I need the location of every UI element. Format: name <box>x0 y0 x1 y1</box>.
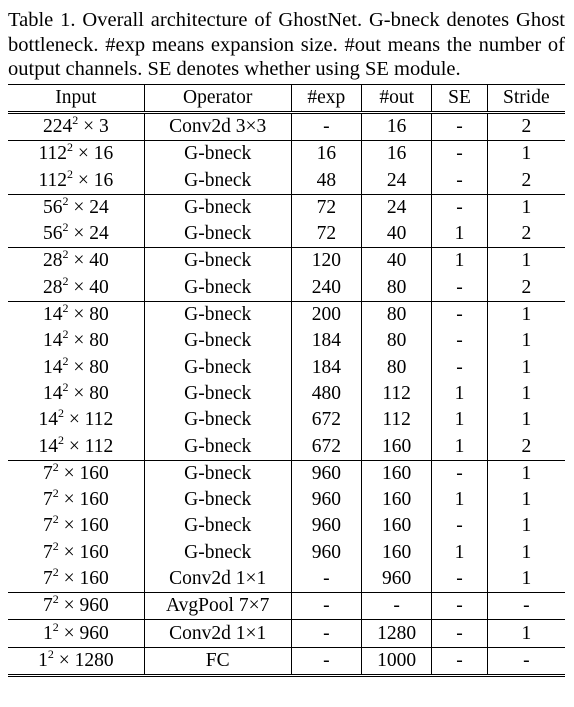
cell-input <box>8 141 144 168</box>
cell-exp: 960 <box>291 513 361 539</box>
cell-se: - <box>432 112 487 140</box>
cell-stride: - <box>487 593 565 620</box>
input-channels: × 112 <box>63 435 114 457</box>
cell-operator: G-bneck <box>144 460 291 487</box>
cell-stride: 1 <box>487 248 565 275</box>
input-channels: × 40 <box>68 250 109 272</box>
cell-se: - <box>432 141 487 168</box>
input-channels: × 24 <box>68 196 109 218</box>
header-se: SE <box>432 84 487 112</box>
cell-exp: 960 <box>291 540 361 566</box>
header-exp: #exp <box>291 84 361 112</box>
cell-input <box>8 513 144 539</box>
table-header-row <box>8 84 565 112</box>
input-exponent: 2 <box>52 459 59 474</box>
table-row <box>8 381 565 407</box>
cell-stride: 2 <box>521 276 532 298</box>
input-exponent: 2 <box>66 166 73 181</box>
cell-exp: 48 <box>291 167 361 194</box>
cell-input <box>8 275 144 302</box>
input-exponent: 2 <box>62 273 69 288</box>
input-base: 14 <box>42 356 63 378</box>
cell-input <box>8 248 144 275</box>
cell-input <box>8 566 144 593</box>
table-row <box>8 593 565 620</box>
input-base: 14 <box>42 304 63 326</box>
cell-se: 1 <box>432 221 487 248</box>
input-base: 1 <box>42 622 53 644</box>
input-channels: × 16 <box>72 143 114 165</box>
input-channels: × 160 <box>58 567 109 589</box>
cell-exp: 480 <box>291 381 361 407</box>
input-channels: × 16 <box>72 169 114 191</box>
input-base: 7 <box>42 462 53 484</box>
table-row <box>8 487 565 513</box>
cell-input <box>8 194 144 221</box>
cell-out: 160 <box>362 433 432 460</box>
header-stride: Stride <box>487 84 565 112</box>
table-row <box>8 513 565 539</box>
input-base: 14 <box>42 382 63 404</box>
cell-operator: G-bneck <box>144 141 291 168</box>
input-channels: × 160 <box>58 515 109 537</box>
input-exponent: 2 <box>62 193 69 208</box>
input-exponent: 2 <box>52 592 59 607</box>
input-base: 7 <box>42 515 53 537</box>
cell-operator: G-bneck <box>144 301 291 328</box>
cell-operator: Conv2d 1×1 <box>144 566 291 593</box>
cell-exp: - <box>291 112 361 140</box>
cell-out: 80 <box>362 328 432 354</box>
input-exponent: 2 <box>52 486 59 501</box>
input-base: 7 <box>42 567 53 589</box>
cell-out: 80 <box>362 354 432 380</box>
cell-stride: 2 <box>521 169 532 191</box>
input-channels: × 80 <box>68 304 109 326</box>
cell-exp: 960 <box>291 460 361 487</box>
cell-stride: 1 <box>521 567 532 589</box>
cell-operator: G-bneck <box>144 167 291 194</box>
cell-input <box>8 487 144 513</box>
cell-exp: 672 <box>291 407 361 433</box>
input-base: 1 <box>38 649 48 671</box>
cell-stride: 1 <box>487 301 565 328</box>
input-channels: × 24 <box>68 223 109 245</box>
input-base: 14 <box>38 409 58 431</box>
cell-out: 24 <box>362 167 432 194</box>
cell-out: 40 <box>362 248 432 275</box>
table-body <box>8 112 565 675</box>
cell-stride: 1 <box>521 541 532 563</box>
input-exponent: 2 <box>52 538 59 553</box>
cell-input <box>8 433 144 460</box>
cell-stride: 1 <box>521 330 532 352</box>
input-channels: × 160 <box>58 541 109 563</box>
table-row <box>8 540 565 566</box>
cell-operator: G-bneck <box>144 433 291 460</box>
cell-input <box>8 328 144 354</box>
cell-se: - <box>432 593 487 620</box>
cell-out: 160 <box>362 513 432 539</box>
cell-exp: 72 <box>291 221 361 248</box>
cell-out: 160 <box>362 487 432 513</box>
table-row <box>8 248 565 275</box>
input-exponent: 2 <box>62 353 69 368</box>
table-row <box>8 112 565 140</box>
cell-exp: 72 <box>291 194 361 221</box>
cell-operator: Conv2d 1×1 <box>144 620 291 647</box>
input-exponent: 2 <box>52 512 59 527</box>
table-row <box>8 301 565 328</box>
cell-stride: 2 <box>487 112 565 140</box>
table-row <box>8 328 565 354</box>
cell-exp: - <box>291 620 361 647</box>
cell-out: 80 <box>362 301 432 328</box>
cell-out: 160 <box>362 460 432 487</box>
input-channels: × 80 <box>68 356 109 378</box>
cell-se: - <box>432 460 487 487</box>
cell-out: 1280 <box>362 620 432 647</box>
cell-input <box>8 620 144 647</box>
cell-operator: G-bneck <box>144 407 291 433</box>
cell-se: - <box>432 275 487 302</box>
cell-out: 24 <box>362 194 432 221</box>
cell-exp: 120 <box>291 248 361 275</box>
input-base: 224 <box>42 115 73 137</box>
cell-se: 1 <box>432 540 487 566</box>
input-base: 56 <box>42 223 63 245</box>
cell-input <box>8 221 144 248</box>
cell-se: - <box>432 513 487 539</box>
cell-se: 1 <box>432 407 487 433</box>
table-row <box>8 221 565 248</box>
input-exponent: 2 <box>52 619 59 634</box>
header-input: Input <box>8 84 144 112</box>
cell-se: - <box>432 194 487 221</box>
table-row <box>8 275 565 302</box>
input-exponent: 2 <box>62 327 69 342</box>
table-row <box>8 433 565 460</box>
cell-out: 40 <box>362 221 432 248</box>
cell-operator: G-bneck <box>144 354 291 380</box>
input-channels: × 160 <box>58 462 109 484</box>
cell-stride: 1 <box>521 409 532 431</box>
cell-operator: G-bneck <box>144 275 291 302</box>
table-row <box>8 167 565 194</box>
input-exponent: 2 <box>57 406 64 421</box>
input-base: 7 <box>42 541 53 563</box>
cell-se: 1 <box>432 381 487 407</box>
cell-stride: 1 <box>487 194 565 221</box>
cell-exp: 184 <box>291 328 361 354</box>
cell-operator: FC <box>144 647 291 675</box>
input-exponent: 2 <box>62 301 69 316</box>
table-row <box>8 141 565 168</box>
input-channels: × 960 <box>58 622 109 644</box>
cell-input <box>8 381 144 407</box>
cell-se: - <box>432 301 487 328</box>
input-base: 28 <box>42 276 63 298</box>
cell-stride: 1 <box>521 515 532 537</box>
input-base: 14 <box>38 435 58 457</box>
cell-out: 1000 <box>362 647 432 675</box>
table-row <box>8 647 565 675</box>
cell-input <box>8 354 144 380</box>
input-exponent: 2 <box>72 112 79 127</box>
cell-input <box>8 407 144 433</box>
cell-out: - <box>362 593 432 620</box>
cell-out: 16 <box>362 141 432 168</box>
input-exponent: 2 <box>62 247 69 262</box>
input-base: 28 <box>42 250 63 272</box>
cell-stride: 1 <box>487 141 565 168</box>
cell-exp: 184 <box>291 354 361 380</box>
cell-stride: 2 <box>521 435 532 457</box>
cell-stride: 2 <box>521 223 532 245</box>
cell-operator: G-bneck <box>144 221 291 248</box>
cell-input <box>8 540 144 566</box>
cell-operator: G-bneck <box>144 540 291 566</box>
header-operator: Operator <box>144 84 291 112</box>
input-base: 112 <box>38 143 67 165</box>
cell-se: - <box>432 647 487 675</box>
cell-exp: - <box>291 566 361 593</box>
cell-exp: 240 <box>291 275 361 302</box>
cell-input <box>8 301 144 328</box>
table-row <box>8 407 565 433</box>
cell-exp: 200 <box>291 301 361 328</box>
cell-operator: G-bneck <box>144 328 291 354</box>
cell-operator: G-bneck <box>144 381 291 407</box>
cell-out: 16 <box>362 112 432 140</box>
cell-exp: 672 <box>291 433 361 460</box>
input-exponent: 2 <box>66 140 73 155</box>
cell-input <box>8 647 144 675</box>
cell-out: 112 <box>362 381 432 407</box>
input-exponent: 2 <box>47 646 54 661</box>
cell-stride: 1 <box>487 460 565 487</box>
cell-stride: 1 <box>521 382 532 404</box>
cell-exp: 960 <box>291 487 361 513</box>
cell-operator: AvgPool 7×7 <box>144 593 291 620</box>
table-row <box>8 460 565 487</box>
table-row <box>8 354 565 380</box>
cell-out: 112 <box>362 407 432 433</box>
input-channels: × 80 <box>68 382 109 404</box>
input-base: 56 <box>42 196 63 218</box>
cell-stride: 1 <box>521 489 532 511</box>
input-channels: × 40 <box>68 276 109 298</box>
table-row <box>8 620 565 647</box>
cell-operator: G-bneck <box>144 194 291 221</box>
cell-exp: 16 <box>291 141 361 168</box>
input-channels: × 112 <box>63 409 114 431</box>
input-exponent: 2 <box>57 432 64 447</box>
input-channels: × 1280 <box>53 649 114 671</box>
cell-stride: - <box>487 647 565 675</box>
input-exponent: 2 <box>62 379 69 394</box>
cell-stride: 1 <box>487 620 565 647</box>
input-exponent: 2 <box>62 220 69 235</box>
cell-operator: G-bneck <box>144 248 291 275</box>
cell-exp: - <box>291 593 361 620</box>
table-row <box>8 194 565 221</box>
table-row <box>8 566 565 593</box>
cell-operator: G-bneck <box>144 487 291 513</box>
cell-out: 160 <box>362 540 432 566</box>
architecture-table <box>8 84 565 678</box>
input-channels: × 80 <box>68 330 109 352</box>
cell-out: 960 <box>362 566 432 593</box>
cell-operator: Conv2d 3×3 <box>144 112 291 140</box>
input-channels: × 3 <box>78 115 109 137</box>
input-base: 7 <box>42 595 53 617</box>
cell-se: - <box>432 328 487 354</box>
cell-se: - <box>432 167 487 194</box>
cell-se: 1 <box>432 433 487 460</box>
input-exponent: 2 <box>52 564 59 579</box>
cell-operator: G-bneck <box>144 513 291 539</box>
cell-input <box>8 460 144 487</box>
input-base: 14 <box>42 330 63 352</box>
input-base: 112 <box>38 169 67 191</box>
header-out: #out <box>362 84 432 112</box>
cell-out: 80 <box>362 275 432 302</box>
input-base: 7 <box>42 489 53 511</box>
table-caption: Table 1. Overall architecture of GhostNet. G-bneck denotes Ghost bottleneck. #exp means expansion size. #out means the number of output channels. SE denotes whether using SE module. <box>8 9 565 80</box>
cell-exp: - <box>291 647 361 675</box>
cell-input <box>8 593 144 620</box>
cell-input <box>8 167 144 194</box>
cell-stride: 1 <box>521 356 532 378</box>
cell-se: - <box>432 354 487 380</box>
input-channels: × 960 <box>58 595 109 617</box>
cell-se: - <box>432 620 487 647</box>
cell-se: 1 <box>432 487 487 513</box>
cell-se: - <box>432 566 487 593</box>
cell-se: 1 <box>432 248 487 275</box>
cell-input <box>8 112 144 140</box>
input-channels: × 160 <box>58 489 109 511</box>
